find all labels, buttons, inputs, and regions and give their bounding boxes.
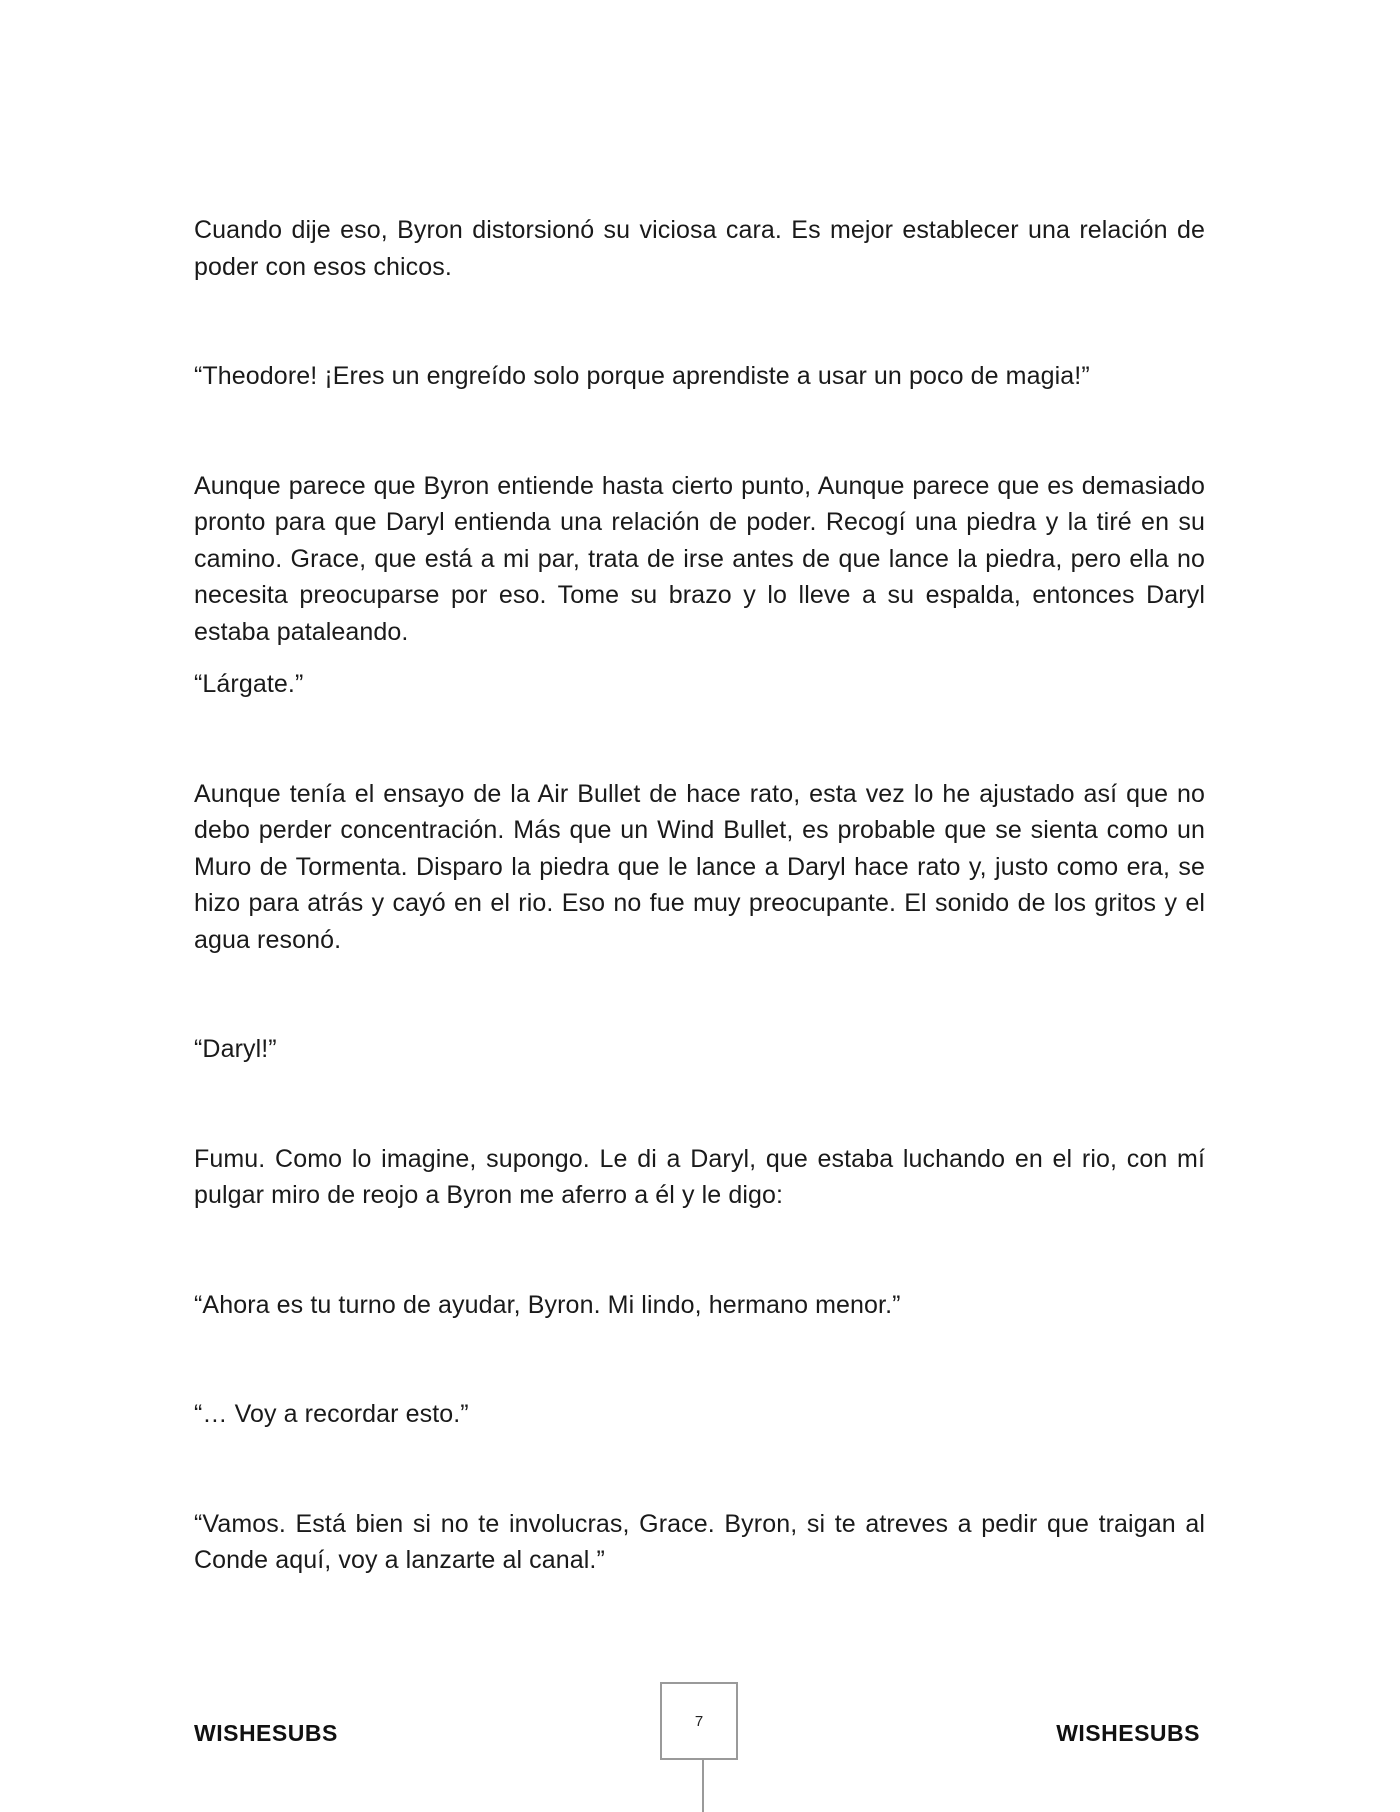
footer-brand-left: WISHESUBS (194, 1720, 338, 1746)
page-body (194, 212, 1205, 1579)
paragraph: Fumu. Como lo imagine, supongo. Le di a Daryl, que estaba luchando en el rio, con mí pulgar miro de reojo a Byron me aferro a él y le digo: (194, 1144, 1205, 1209)
page-number-box (660, 1682, 738, 1760)
paragraph: Aunque tenía el ensayo de la Air Bullet de hace rato, esta vez lo he ajustado así que no debo perder concentración. Más que un Wind Bullet, es probable que se sienta como un Muro de Tormenta. Disparo la piedra que le lance a Daryl hace rato y, justo como era, se hizo para atrás y cayó en el rio. Eso no fue muy preocupante. El sonido de los gritos y el agua resonó. (194, 779, 1205, 954)
page-number-connector-line (702, 1760, 704, 1812)
paragraph: “Lárgate.” (194, 670, 304, 698)
paragraph: “Ahora es tu turno de ayudar, Byron. Mi lindo, hermano menor.” (194, 1290, 901, 1319)
page-number: 7 (694, 1712, 704, 1730)
paragraph: Aunque parece que Byron entiende hasta cierto punto, Aunque parece que es demasiado pronto para que Daryl entienda una relación de poder. Recogí una piedra y la tiré en su camino. Grace, que está a mi par, trata de irse antes de que lance la piedra, pero ella no necesita preocuparse por eso. Tome su brazo y lo lleve a su espalda, entonces Daryl estaba pataleando. (194, 471, 1205, 646)
footer-brand-right: WISHESUBS (1056, 1720, 1200, 1746)
paragraph: “… Voy a recordar esto.” (194, 1400, 469, 1428)
paragraph: “Vamos. Está bien si no te involucras, Grace. Byron, si te atreves a pedir que traigan al Conde aquí, voy a lanzarte al canal.” (194, 1509, 1205, 1574)
paragraph: “Daryl!” (194, 1035, 277, 1063)
paragraph: “Theodore! ¡Eres un engreído solo porque aprendiste a usar un poco de magia!” (194, 362, 1090, 390)
paragraph: Cuando dije eso, Byron distorsionó su viciosa cara. Es mejor establecer una relación de poder con esos chicos. (194, 216, 1205, 281)
